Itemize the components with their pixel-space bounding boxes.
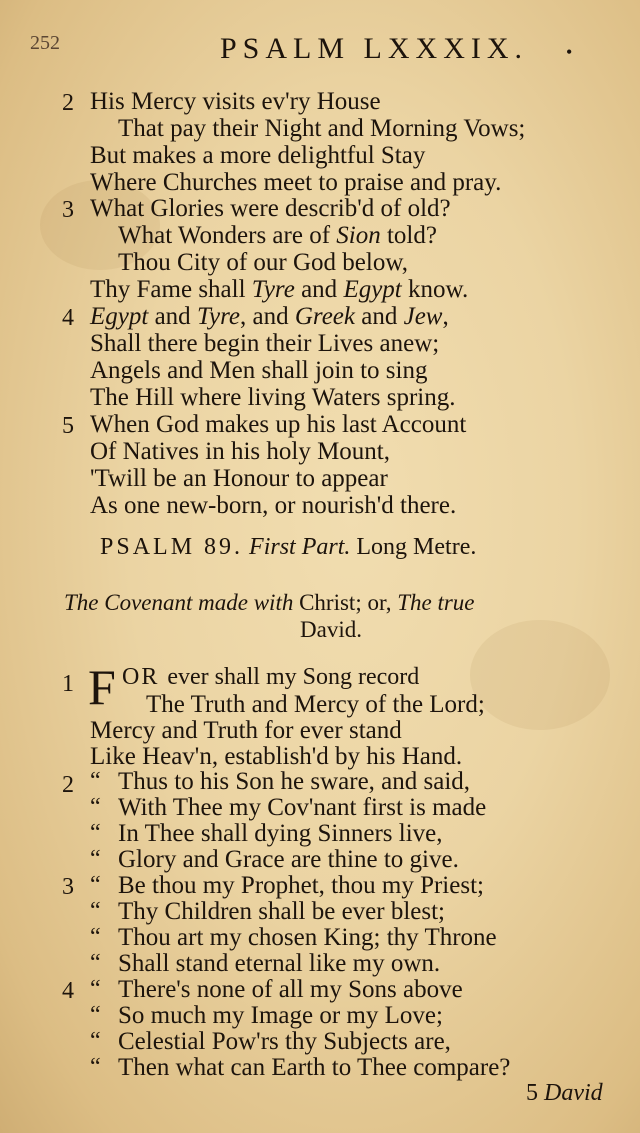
verse-line: The Hill where living Waters spring. <box>90 384 456 411</box>
stanza-number: 1 <box>62 671 74 697</box>
corner-mark: • <box>566 42 573 62</box>
catchword <box>526 1080 603 1107</box>
verse-line <box>90 303 449 331</box>
verse-line-text: , and <box>239 303 295 330</box>
quote-mark: “ <box>90 768 101 794</box>
drop-cap: F <box>88 659 116 715</box>
place-name-tyre: Tyre <box>251 276 295 303</box>
first-word-rest: OR <box>122 664 160 690</box>
subtitle-or: or, <box>367 590 392 615</box>
verse-line: Thou art my chosen King; thy Throne <box>118 924 497 951</box>
verse-line: With Thee my Cov'nant first is made <box>118 794 487 821</box>
stanza-number: 4 <box>62 978 74 1004</box>
catchword-word: David <box>544 1080 603 1106</box>
verse-line-text: and <box>294 276 344 303</box>
subtitle-christ: Christ; <box>299 590 362 615</box>
verse-line: In Thee shall dying Sinners live, <box>118 820 443 847</box>
verse-line: When God makes up his last Account <box>90 411 467 438</box>
verse-line: But makes a more delightful Stay <box>90 142 426 169</box>
verse-line-text: and <box>355 303 404 330</box>
stanza-number: 2 <box>62 772 74 798</box>
stanza-number: 3 <box>62 197 74 223</box>
verse-line-text: told? <box>380 222 437 249</box>
psalm-title: PSALM 89. <box>100 534 244 560</box>
verse-line-text: , <box>442 303 449 330</box>
running-title: PSALM LXXXIX. <box>220 32 529 65</box>
verse-line: That pay their Night and Morning Vows; <box>118 115 526 142</box>
stanza-number: 3 <box>62 874 74 900</box>
verse-line <box>118 222 437 250</box>
verse-line <box>122 664 419 691</box>
verse-line: Celestial Pow'rs thy Subjects are, <box>118 1028 451 1055</box>
verse-line: Mercy and Truth for ever stand <box>90 717 402 744</box>
verse-line: Thus to his Son he sware, and said, <box>118 768 471 795</box>
verse-line: Thou City of our God below, <box>118 249 409 276</box>
place-name-egypt: Egypt <box>343 276 402 303</box>
place-name: Greek <box>294 303 355 330</box>
quote-mark: “ <box>90 950 101 976</box>
psalm-part: First Part. <box>249 534 351 560</box>
verse-line: So much my Image or my Love; <box>118 1002 443 1029</box>
verse-line <box>90 276 468 304</box>
verse-line: His Mercy visits ev'ry House <box>90 88 381 115</box>
verse-line: Then what can Earth to Thee compare? <box>118 1054 511 1081</box>
quote-mark: “ <box>90 1054 101 1080</box>
verse-line: Glory and Grace are thine to give. <box>118 846 459 873</box>
quote-mark: “ <box>90 846 101 872</box>
subtitle-italic: The true <box>397 590 475 615</box>
verse-line: Shall there begin their Lives anew; <box>90 330 440 357</box>
quote-mark: “ <box>90 898 101 924</box>
verse-line-text: and <box>148 303 197 330</box>
stanza-number: 4 <box>62 305 74 331</box>
subtitle-italic: The Covenant made with <box>64 590 294 615</box>
quote-mark: “ <box>90 872 101 898</box>
verse-line: Like Heav'n, establish'd by his Hand. <box>90 743 463 770</box>
verse-line-text: What Wonders are of <box>118 222 337 249</box>
verse-line-text: Thy Fame shall <box>90 276 252 303</box>
verse-line: Be thou my Prophet, thou my Priest; <box>118 872 484 899</box>
quote-mark: “ <box>90 924 101 950</box>
verse-line-text: know. <box>401 276 469 303</box>
catchword-number: 5 <box>526 1080 538 1106</box>
quote-mark: “ <box>90 1002 101 1028</box>
verse-line: As one new-born, or nourish'd there. <box>90 492 457 519</box>
verse-line-text: ever shall my Song record <box>167 664 420 690</box>
quote-mark: “ <box>90 820 101 846</box>
place-name: Jew <box>403 303 443 330</box>
stanza-number: 5 <box>62 413 74 439</box>
quote-mark: “ <box>90 1028 101 1054</box>
verse-line: Thy Children shall be ever blest; <box>118 898 446 925</box>
quote-mark: “ <box>90 976 101 1002</box>
place-name: Tyre <box>196 303 240 330</box>
place-name-sion: Sion <box>336 222 381 249</box>
psalm-heading <box>100 534 476 561</box>
place-name: Egypt <box>90 303 149 330</box>
page-number: 252 <box>30 32 60 54</box>
subtitle-david: David. <box>300 617 362 642</box>
psalm-metre: Long Metre. <box>356 534 477 560</box>
verse-line: There's none of all my Sons above <box>118 976 463 1003</box>
psalm-subtitle <box>64 590 475 616</box>
quote-mark: “ <box>90 794 101 820</box>
verse-line: What Glories were describ'd of old? <box>90 195 451 222</box>
verse-line: Of Natives in his holy Mount, <box>90 438 390 465</box>
verse-line: 'Twill be an Honour to appear <box>90 465 388 492</box>
verse-line: Angels and Men shall join to sing <box>90 357 428 384</box>
verse-line: Shall stand eternal like my own. <box>118 950 441 977</box>
verse-line: Where Churches meet to praise and pray. <box>90 169 502 196</box>
verse-line: The Truth and Mercy of the Lord; <box>146 691 485 718</box>
stanza-number: 2 <box>62 90 74 116</box>
